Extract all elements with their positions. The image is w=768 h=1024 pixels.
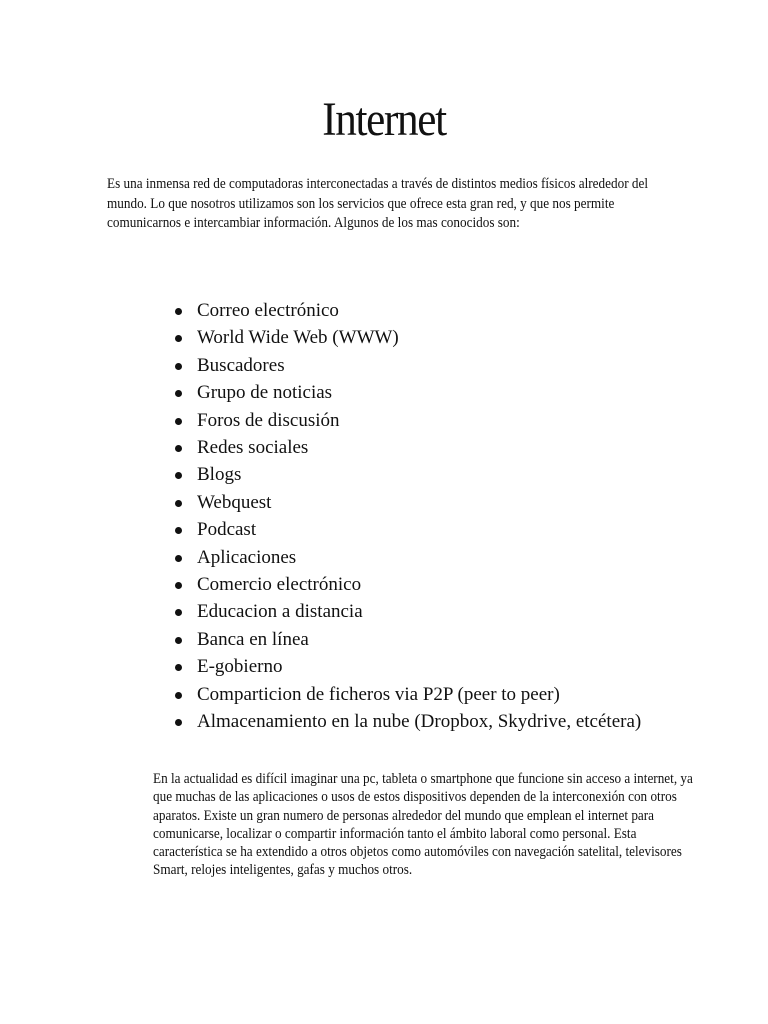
- bullet-icon: [175, 308, 182, 315]
- list-item-label: Comparticion de ficheros via P2P (peer to peer): [197, 683, 560, 705]
- list-item: [174, 352, 644, 379]
- list-item-label: Grupo de noticias: [197, 382, 333, 404]
- bullet-icon: [175, 418, 182, 425]
- list-item-label: Educacion a distancia: [197, 601, 363, 623]
- list-item: [174, 489, 644, 516]
- list-item: [174, 461, 644, 488]
- list-item-label: Comercio electrónico: [197, 574, 362, 596]
- list-item-label: Banca en línea: [197, 628, 309, 650]
- intro-paragraph: Es una inmensa red de computadoras interconectadas a través de distintos medios físicos alrededor del mundo. Lo que nosotros utilizamos son los servicios que ofrece esta gran red, y que nos permite comunicarnos e intercambiar información. Algunos de los mas conocidos son:: [107, 176, 649, 232]
- list-item: [174, 379, 644, 406]
- list-item-label: Webquest: [197, 491, 272, 513]
- list-item-label: Almacenamiento en la nube (Dropbox, Skydrive, etcétera): [197, 711, 642, 733]
- page-title: Internet: [322, 93, 446, 146]
- list-item: [174, 653, 644, 680]
- list-item-label: E-gobierno: [197, 656, 283, 678]
- list-item-label: Buscadores: [197, 354, 285, 376]
- list-item: [174, 708, 644, 735]
- list-item: [174, 434, 644, 461]
- list-item: [174, 598, 644, 625]
- list-item-label: Foros de discusión: [197, 409, 340, 431]
- list-item-label: Podcast: [197, 519, 257, 541]
- list-item-label: Correo electrónico: [197, 300, 339, 321]
- list-item-label: Aplicaciones: [197, 546, 297, 568]
- bullet-icon: [175, 637, 182, 644]
- list-item: [174, 626, 644, 653]
- bullet-icon: [175, 335, 182, 342]
- bullet-icon: [175, 527, 182, 534]
- bullet-icon: [175, 555, 182, 562]
- bullet-icon: [175, 445, 182, 452]
- bullet-icon: [175, 363, 182, 370]
- list-item: [174, 407, 644, 434]
- bullet-icon: [175, 664, 182, 671]
- bullet-icon: [175, 692, 182, 699]
- list-item: [174, 681, 644, 708]
- bullet-icon: [175, 390, 182, 397]
- list-item: [174, 297, 644, 324]
- bullet-icon: [175, 609, 182, 616]
- bullet-icon: [175, 582, 182, 589]
- list-item-label: World Wide Web (WWW): [197, 327, 399, 349]
- services-list: [174, 297, 644, 736]
- list-item: [174, 324, 644, 351]
- list-item: [174, 544, 644, 571]
- list-item-label: Redes sociales: [197, 437, 309, 459]
- bullet-icon: [175, 472, 182, 479]
- list-item: [174, 571, 644, 598]
- bullet-icon: [175, 719, 182, 726]
- closing-paragraph: En la actualidad es difícil imaginar una pc, tableta o smartphone que funcione sin acceso a internet, ya que muchas de las aplicaciones o usos de estos dispositivos dependen de la interconexión con otros aparatos. Existe un gran numero de personas alrededor del mundo que emplean el internet para comunicarse, localizar o compartir información tanto el ámbito laboral como personal. Esta característica se ha extendido a otros objetos como automóviles con navegación satelital, televisores Smart, relojes inteligentes, gafas y muchos otros.: [153, 771, 693, 879]
- list-item-label: Blogs: [197, 464, 242, 486]
- list-item: [174, 516, 644, 543]
- bullet-icon: [175, 500, 182, 507]
